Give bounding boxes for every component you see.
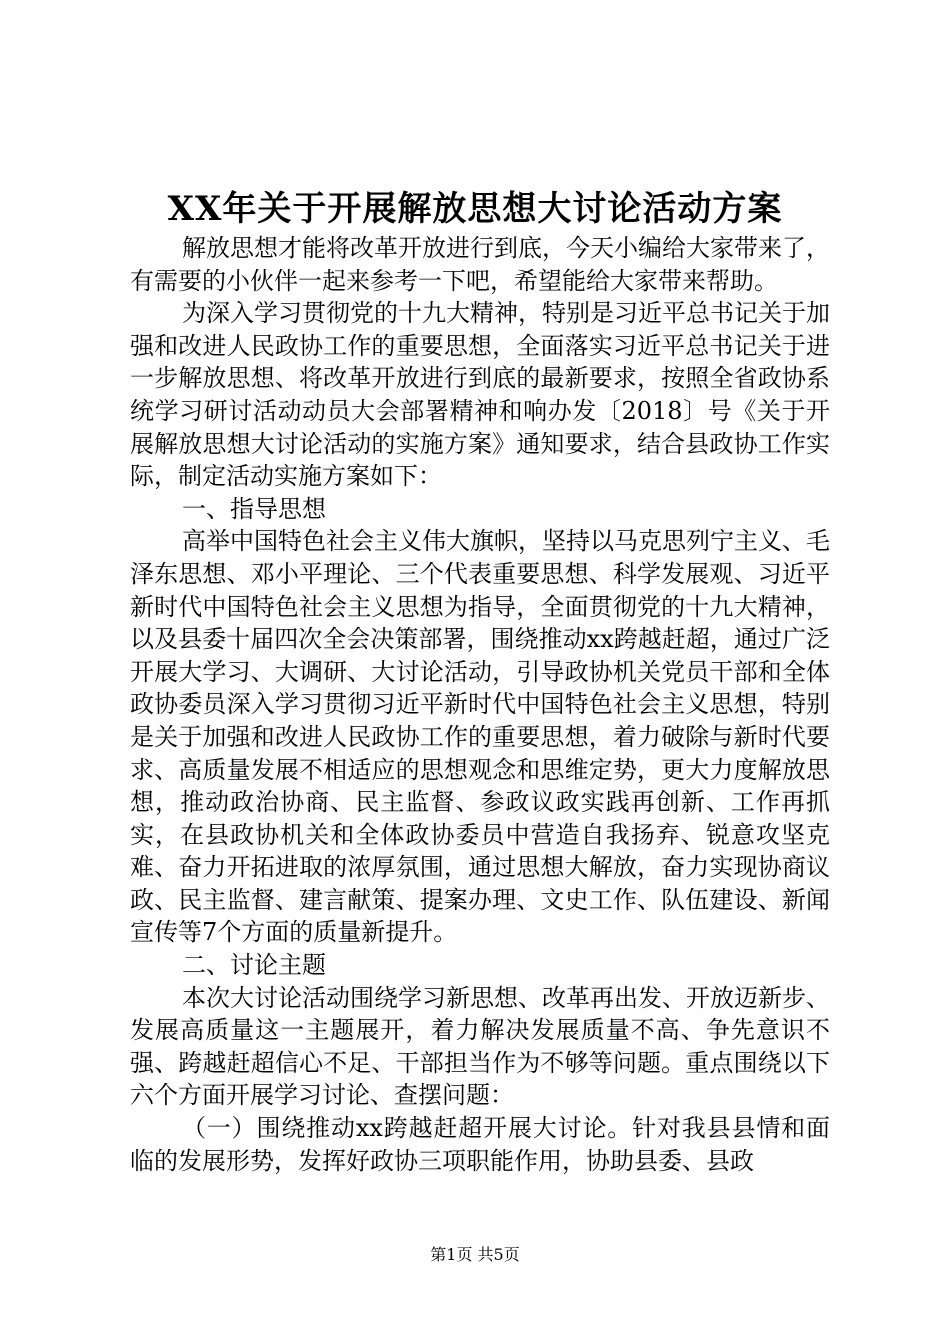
intro-paragraph: 解放思想才能将改革开放进行到底，今天小编给大家带来了，有需要的小伙伴一起来参考一下吧，希望能给大家带来帮助。 bbox=[130, 234, 830, 295]
section-heading-discussion-theme: 二、讨论主题 bbox=[182, 951, 326, 980]
document-body bbox=[130, 232, 830, 1177]
document-title: XX年关于开展解放思想大讨论活动方案 bbox=[167, 189, 783, 229]
section-text-discussion-theme: 本次大讨论活动围绕学习新思想、改革再出发、开放迈新步、发展高质量这一主题展开，着力解决发展质量不高、争先意识不强、跨越赶超信心不足、干部担当作为不够等问题。重点围绕以下六个方面开展学习讨论、查摆问题： bbox=[130, 983, 830, 1110]
page-footer: 第1页 共5页 bbox=[430, 1245, 520, 1264]
section-text-guiding-thought: 高举中国特色社会主义伟大旗帜，坚持以马克思列宁主义、毛泽东思想、邓小平理论、三个代表重要思想、科学发展观、习近平新时代中国特色社会主义思想为指导，全面贯彻党的十九大精神，以及县委十届四次全会决策部署，围绕推动xx跨越赶超，通过广泛开展大学习、大调研、大讨论活动，引导政协机关党员干部和全体政协委员深入学习贯彻习近平新时代中国特色社会主义思想，特别是关于加强和改进人民政协工作的重要思想，着力破除与新时代要求、高质量发展不相适应的思想观念和思维定势，更大力度解放思想，推动政治协商、民主监督、参政议政实践再创新、工作再抓实，在县政协机关和全体政协委员中营造自我扬弃、锐意攻坚克难、奋力开拓进取的浓厚氛围，通过思想大解放，奋力实现协商议政、民主监督、建言献策、提案办理、文史工作、队伍建设、新闻宣传等7个方面的质量新提升。 bbox=[130, 527, 830, 947]
background-paragraph: 为深入学习贯彻党的十九大精神，特别是习近平总书记关于加强和改进人民政协工作的重要思想，全面落实习近平总书记关于进一步解放思想、将改革开放进行到底的最新要求，按照全省政协系统学习研讨活动动员大会部署精神和响办发〔2018〕号《关于开展解放思想大讨论活动的实施方案》通知要求，结合县政协工作实际，制定活动实施方案如下： bbox=[130, 299, 830, 491]
list-item-first-topic: （一）围绕推动xx跨越赶超开展大讨论。针对我县县情和面临的发展形势，发挥好政协三项职能作用，协助县委、县政 bbox=[130, 1114, 830, 1175]
section-heading-guiding-thought: 一、指导思想 bbox=[182, 494, 326, 523]
